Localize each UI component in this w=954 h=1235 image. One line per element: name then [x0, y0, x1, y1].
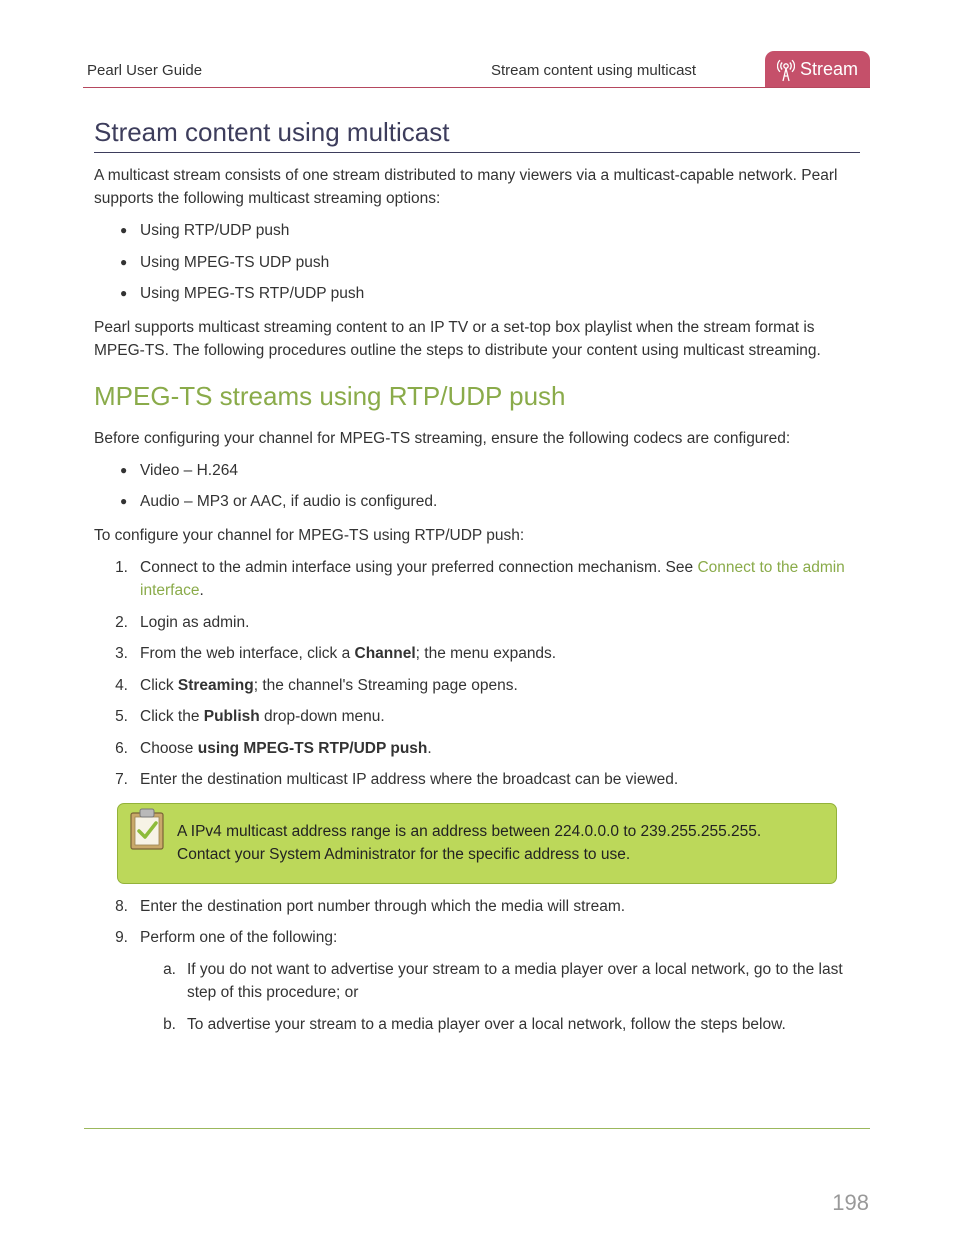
clipboard-check-icon: [129, 807, 165, 851]
broadcast-icon: [777, 58, 795, 82]
note-callout: [117, 803, 837, 884]
page-title: Stream content using multicast: [94, 117, 450, 147]
codec-video: Video – H.264: [140, 462, 238, 479]
prereq-paragraph: Before configuring your channel for MPEG-TS streaming, ensure the following codecs are configured:: [94, 430, 791, 447]
stream-tab-label: Stream: [799, 59, 859, 79]
page-number: 198: [832, 1190, 869, 1215]
option-3: Using MPEG-TS RTP/UDP push: [140, 285, 365, 302]
header-divider: [83, 87, 870, 88]
codec-audio: Audio – MP3 or AAC, if audio is configured.: [140, 493, 438, 510]
stream-tab: [765, 51, 870, 88]
option-2: Using MPEG-TS UDP push: [140, 254, 330, 271]
footer-divider: [84, 1128, 870, 1129]
note-line-2: Contact your System Administrator for the specific address to use.: [177, 846, 631, 863]
option-1: Using RTP/UDP push: [140, 222, 290, 239]
title-underline: [94, 152, 860, 153]
format-paragraph: Pearl supports multicast streaming content to an IP TV or a set-top box playlist when the stream format is MPEG-TS. The following procedures outline the steps to distribute your content using multicast streaming.: [94, 319, 821, 359]
configure-intro: To configure your channel for MPEG-TS using RTP/UDP push:: [94, 527, 525, 544]
connect-admin-link[interactable]: Connect to the admin interface: [140, 559, 845, 599]
section-title: MPEG-TS streams using RTP/UDP push: [94, 381, 566, 411]
header-guide-title: Pearl User Guide: [87, 62, 203, 79]
intro-paragraph: A multicast stream consists of one stream distributed to many viewers via a multicast-capable network. Pearl supports the following multicast streaming options:: [94, 167, 838, 207]
note-line-1: A IPv4 multicast address range is an address between 224.0.0.0 to 239.255.255.255.: [177, 823, 762, 840]
header-section-title: Stream content using multicast: [491, 62, 697, 79]
